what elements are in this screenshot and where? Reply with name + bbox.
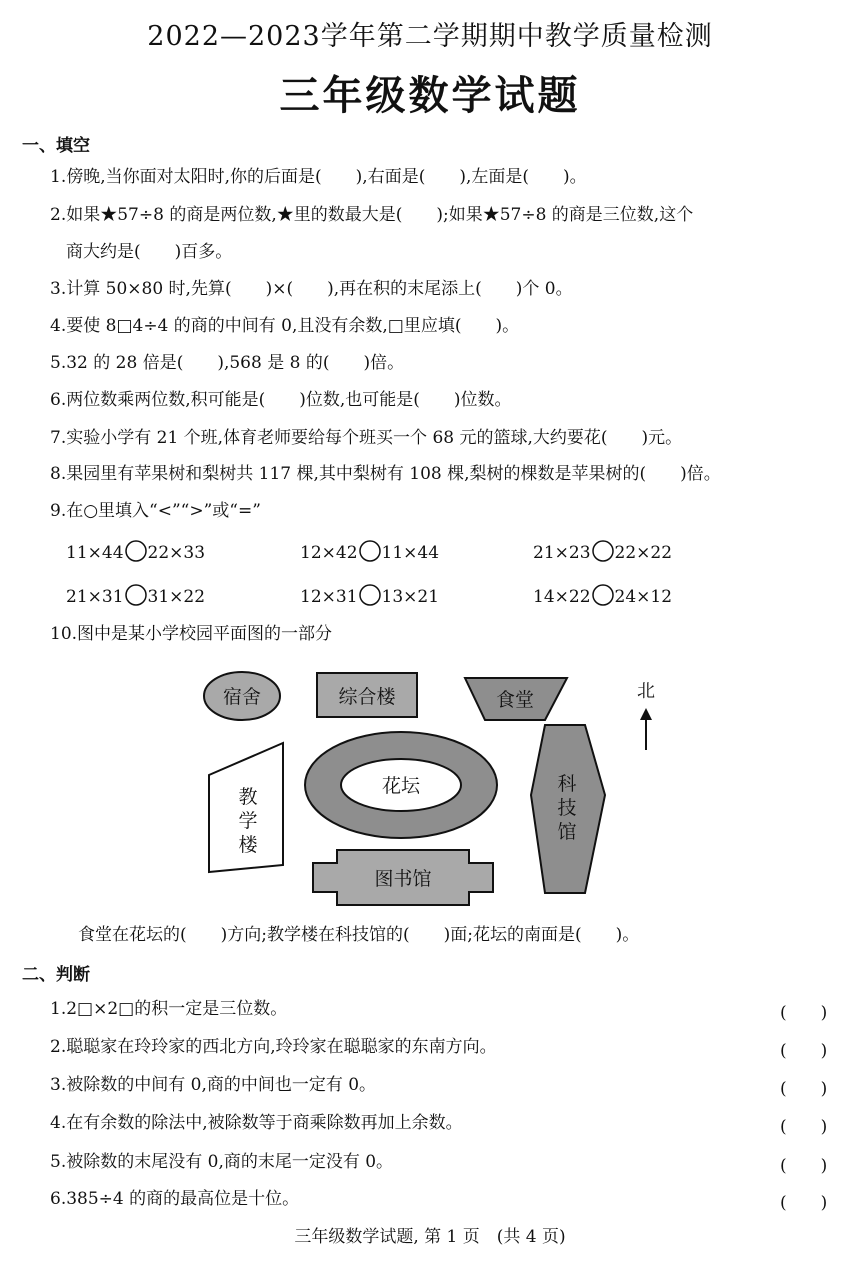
judge-item: 4.在有余数的除法中,被除数等于商乘除数再加上余数。 — [50, 1113, 463, 1133]
compare-circle-icon[interactable] — [359, 584, 381, 606]
expr-left: 21×23 — [533, 543, 591, 563]
science-label-2: 技 — [557, 797, 577, 819]
compare-circle-icon[interactable] — [125, 584, 147, 606]
science-label-1: 科 — [557, 773, 577, 795]
question-7: 7.实验小学有 21 个班,体育老师要给每个班买一个 68 元的篮球,大约要花( )元。 — [50, 428, 683, 448]
compare-item — [66, 584, 205, 608]
library-label: 图书馆 — [374, 868, 432, 890]
question-3: 3.计算 50×80 时,先算( )×( ),再在积的末尾添上( )个 0。 — [50, 279, 573, 299]
teaching-label-3: 楼 — [238, 834, 258, 856]
dorm-label: 宿舍 — [222, 686, 262, 708]
section-heading-fill-blank: 一、填空 — [22, 136, 90, 156]
question-2-line2: 商大约是( )百多。 — [66, 242, 233, 262]
compare-circle-icon[interactable] — [125, 540, 147, 562]
compare-item — [533, 584, 672, 608]
judge-item: 6.385÷4 的商的最高位是十位。 — [50, 1189, 300, 1209]
compare-item — [300, 584, 439, 608]
expr-right: 22×22 — [614, 543, 673, 563]
compare-item — [66, 540, 205, 564]
compare-circle-icon[interactable] — [592, 584, 614, 606]
expr-left: 12×42 — [300, 543, 358, 563]
teaching-label-2: 学 — [238, 810, 258, 832]
north-arrow-icon — [640, 708, 652, 720]
teaching-label-1: 教 — [238, 786, 258, 808]
judge-item: 3.被除数的中间有 0,商的中间也一定有 0。 — [50, 1075, 377, 1095]
canteen-label: 食堂 — [495, 689, 535, 711]
section-heading-judge: 二、判断 — [22, 965, 90, 985]
judge-paren[interactable]: ( ) — [780, 1079, 828, 1099]
expr-right: 22×33 — [147, 543, 206, 563]
judge-paren[interactable]: ( ) — [780, 1117, 828, 1137]
expr-left: 11×44 — [66, 543, 124, 563]
science-label-3: 馆 — [557, 821, 577, 843]
judge-paren[interactable]: ( ) — [780, 1041, 828, 1061]
question-6: 6.两位数乘两位数,积可能是( )位数,也可能是( )位数。 — [50, 390, 512, 410]
question-1: 1.傍晚,当你面对太阳时,你的后面是( ),右面是( ),左面是( )。 — [50, 167, 587, 187]
compare-circle-icon[interactable] — [592, 540, 614, 562]
flower-bed-label: 花坛 — [381, 775, 421, 797]
page-subtitle: 2022—2023学年第二学期期中教学质量检测 — [147, 21, 713, 52]
north-label: 北 — [637, 681, 655, 702]
compare-circle-icon[interactable] — [359, 540, 381, 562]
question-9: 9.在○里填入“<”“>”或“=” — [50, 501, 261, 521]
judge-item: 1.2□×2□的积一定是三位数。 — [50, 999, 288, 1019]
expr-right: 13×21 — [381, 587, 440, 607]
page-title: 三年级数学试题 — [279, 72, 581, 119]
question-2-line1: 2.如果★57÷8 的商是两位数,★里的数最大是( );如果★57÷8 的商是三位数,这个 — [50, 205, 694, 225]
question-8: 8.果园里有苹果树和梨树共 117 棵,其中梨树有 108 棵,梨树的棵数是苹果树的( )倍。 — [50, 464, 721, 484]
judge-item: 5.被除数的末尾没有 0,商的末尾一定没有 0。 — [50, 1152, 394, 1172]
judge-paren[interactable]: ( ) — [780, 1193, 828, 1213]
expr-left: 21×31 — [66, 587, 124, 607]
judge-paren[interactable]: ( ) — [780, 1156, 828, 1176]
expr-right: 31×22 — [147, 587, 206, 607]
question-10: 10.图中是某小学校园平面图的一部分 — [50, 624, 333, 644]
complex-label: 综合楼 — [338, 686, 396, 708]
judge-paren[interactable]: ( ) — [780, 1003, 828, 1023]
judge-item: 2.聪聪家在玲玲家的西北方向,玲玲家在聪聪家的东南方向。 — [50, 1037, 497, 1057]
expr-right: 11×44 — [381, 543, 440, 563]
compare-item — [300, 540, 439, 564]
expr-left: 12×31 — [300, 587, 358, 607]
question-4: 4.要使 8□4÷4 的商的中间有 0,且没有余数,□里应填( )。 — [50, 316, 520, 336]
question-10-answer: 食堂在花坛的( )方向;教学楼在科技馆的( )面;花坛的南面是( )。 — [78, 925, 640, 945]
expr-left: 14×22 — [533, 587, 591, 607]
page-footer: 三年级数学试题, 第 1 页 (共 4 页) — [294, 1227, 566, 1247]
campus-map — [195, 660, 675, 920]
expr-right: 24×12 — [614, 587, 673, 607]
compare-item — [533, 540, 672, 564]
question-5: 5.32 的 28 倍是( ),568 是 8 的( )倍。 — [50, 353, 405, 373]
